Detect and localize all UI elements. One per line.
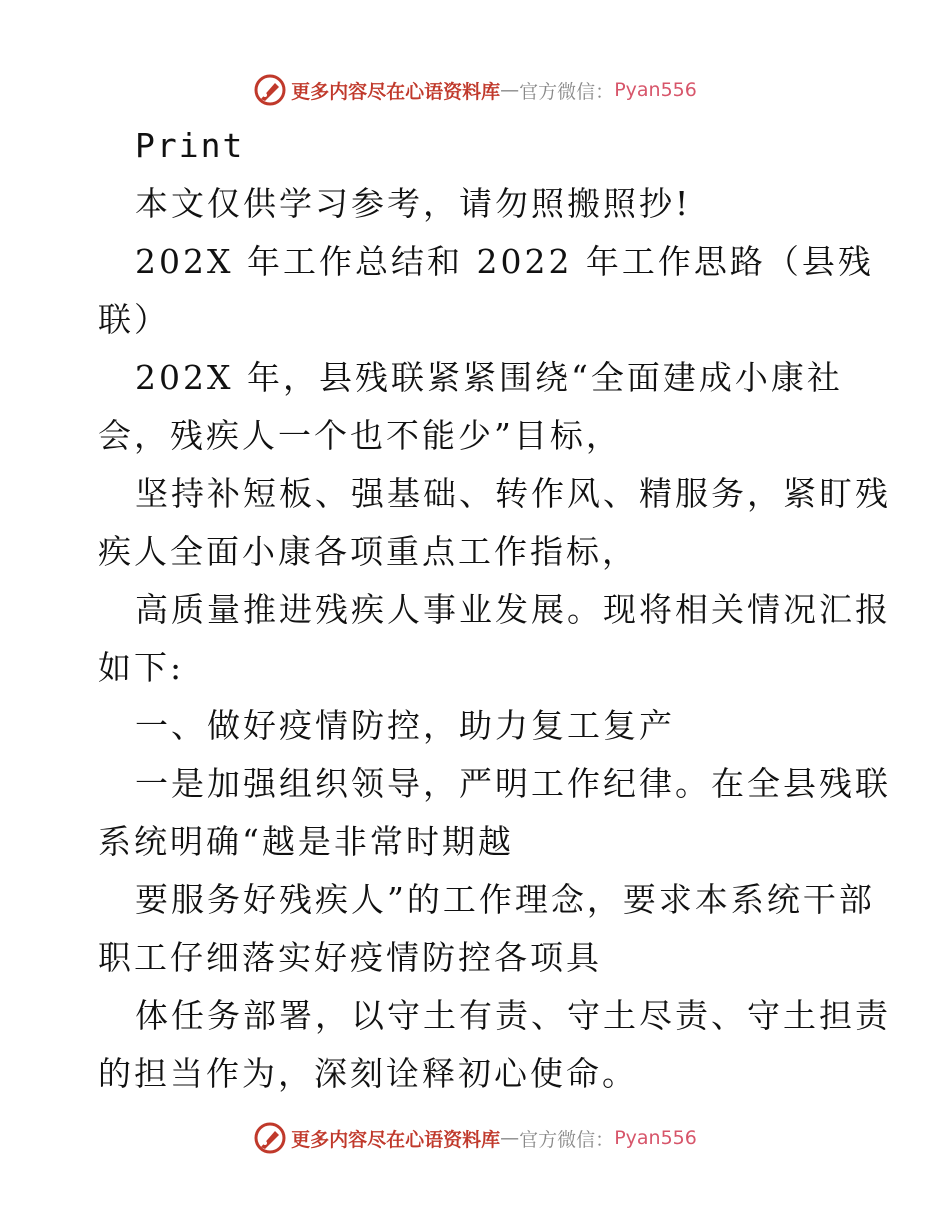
text-line: 如下: [98,648,185,687]
text-line: 202X 年，县残联紧紧围绕“全面建成小康社 [135,358,843,397]
document-title: 202X 年工作总结和 2022 年工作思路（县残 [135,242,874,281]
text-line: 坚持补短板、强基础、转作风、精服务，紧盯残 [135,474,891,513]
text-line: Print [135,126,245,165]
watermark-account: Pyan556 [614,1127,697,1149]
footer-watermark [0,1118,950,1158]
watermark-wechat-label: 官方微信： [519,1128,615,1151]
watermark-site-name: 更多内容尽在心语资料库 [291,80,501,103]
watermark-account: Pyan556 [614,79,697,101]
text-line: 会，残疾人一个也不能少”目标， [98,416,622,455]
text-line: 系统明确“越是非常时期越 [98,822,514,861]
document-body [98,117,891,1103]
watermark-site-name: 更多内容尽在心语资料库 [291,1128,501,1151]
watermark-wechat-label: 官方微信： [519,80,615,103]
pen-logo-icon [253,1121,287,1155]
text-line: 职工仔细落实好疫情防控各项具 [98,938,602,977]
text-line: 一是加强组织领导，严明工作纪律。在全县残联 [135,764,891,803]
text-line: 疾人全面小康各项重点工作指标， [98,532,638,571]
text-line: 本文仅供学习参考，请勿照搬照抄! [135,184,692,223]
watermark-dash: — [500,79,520,101]
text-line: 要服务好残疾人”的工作理念，要求本系统干部 [135,880,875,919]
pen-logo-icon [253,73,287,107]
header-watermark [0,70,950,110]
section-heading: 一、做好疫情防控，助力复工复产 [135,706,675,745]
watermark-dash: — [500,1127,520,1149]
document-title-continued: 联） [98,300,170,339]
text-line: 的担当作为，深刻诠释初心使命。 [98,1054,638,1093]
text-line: 体任务部署，以守土有责、守土尽责、守土担责 [135,996,891,1035]
text-line: 高质量推进残疾人事业发展。现将相关情况汇报 [135,590,891,629]
